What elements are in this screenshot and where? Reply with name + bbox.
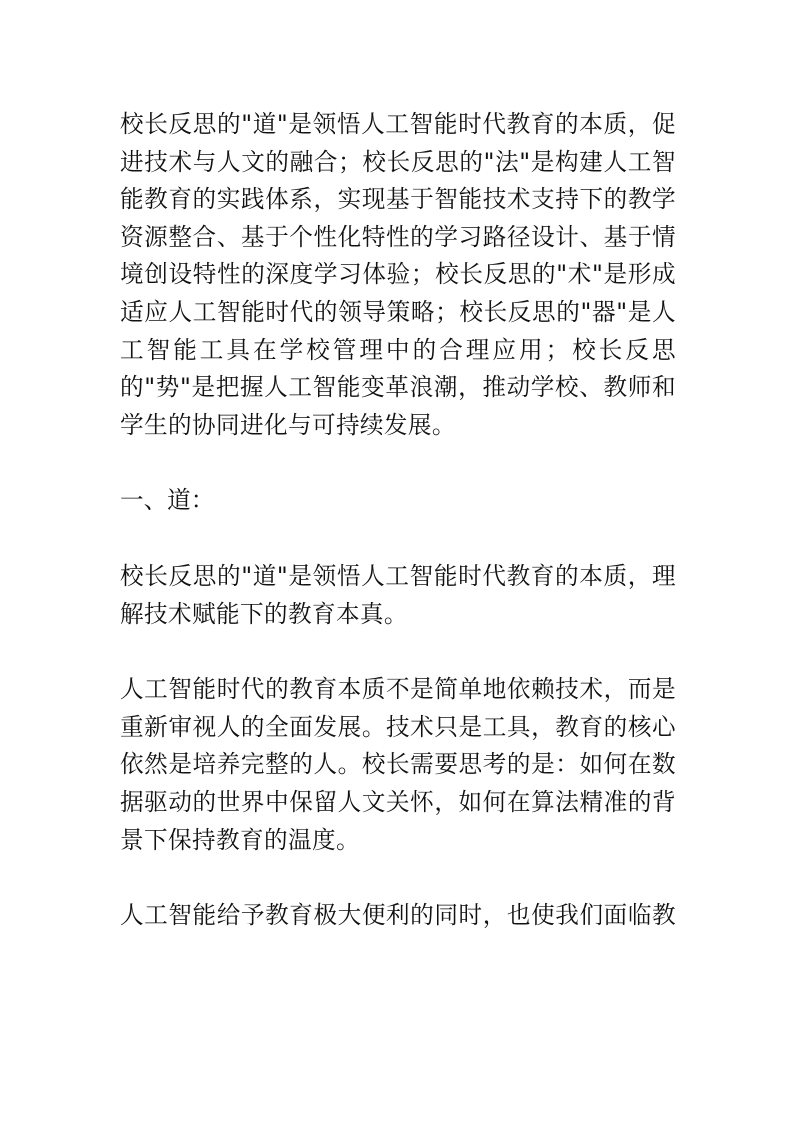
heading-text: 一、道：	[120, 486, 215, 515]
paragraph-spacer	[120, 444, 676, 482]
text-line: 校长反思的"道"是领悟人工智能时代教育的本质，理	[120, 561, 676, 590]
text-line: 境创设特性的深度学习体验；校长反思的"术"是形成	[120, 260, 676, 289]
text-line: 学生的协同进化与可持续发展。	[120, 410, 456, 439]
text-line: 进技术与人文的融合；校长反思的"法"是构建人工智	[120, 147, 676, 176]
text-line: 适应人工智能时代的领导策略；校长反思的"器"是人	[120, 297, 676, 326]
text-line: 解技术赋能下的教育本真。	[120, 599, 408, 628]
text-line: 重新审视人的全面发展。技术只是工具，教育的核心	[120, 712, 676, 741]
text-line: 景下保持教育的温度。	[120, 825, 360, 854]
text-line: 人工智能时代的教育本质不是简单地依赖技术，而是	[120, 675, 676, 704]
text-line: 的"势"是把握人工智能变革浪潮，推动学校、教师和	[120, 373, 676, 402]
dao-summary-paragraph	[120, 558, 676, 633]
text-line: 工智能工具在学校管理中的合理应用；校长反思	[120, 335, 676, 364]
text-line: 据驱动的世界中保留人文关怀，如何在算法精准的背	[120, 787, 676, 816]
text-line: 能教育的实践体系，实现基于智能技术支持下的教学	[120, 185, 676, 214]
paragraph-spacer	[120, 633, 676, 671]
paragraph-spacer	[120, 520, 676, 558]
text-line: 人工智能给予教育极大便利的同时，也使我们面临教	[120, 901, 676, 930]
section-heading-dao	[120, 482, 676, 520]
text-line: 依然是培养完整的人。校长需要思考的是：如何在数	[120, 750, 676, 779]
text-line: 校长反思的"道"是领悟人工智能时代教育的本质，促	[120, 110, 676, 138]
dao-essence-paragraph	[120, 671, 676, 859]
text-line: 资源整合、基于个性化特性的学习路径设计、基于情	[120, 222, 676, 251]
intro-paragraph	[120, 106, 676, 444]
document-page	[120, 106, 676, 935]
paragraph-spacer	[120, 859, 676, 897]
dao-convenience-paragraph	[120, 897, 676, 935]
